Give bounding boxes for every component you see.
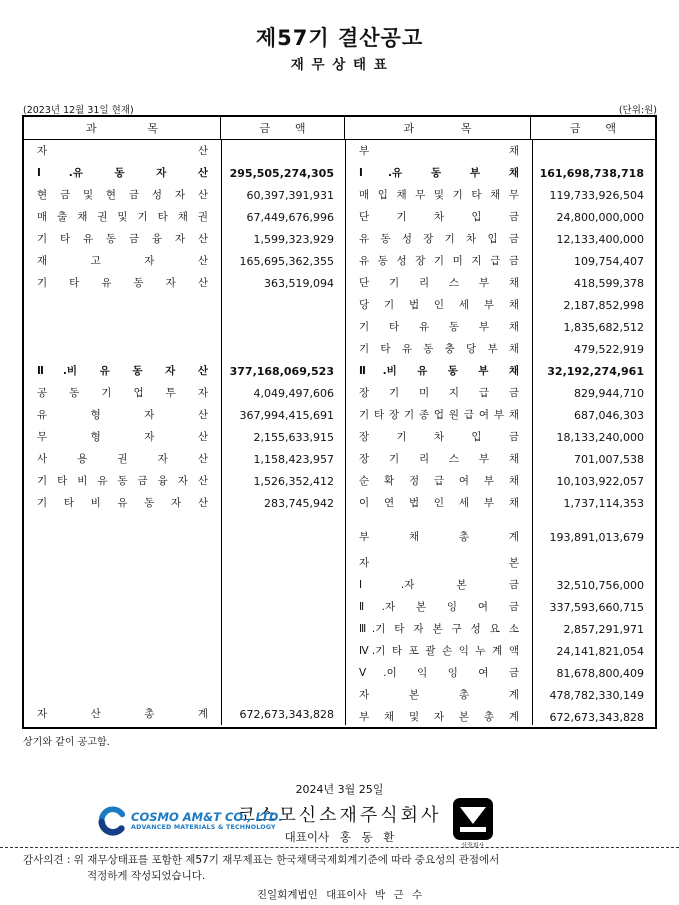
account-label: 유 동 성 장 기 미 지 급 금 <box>359 255 519 267</box>
account-label: 무 형 자 산 <box>37 431 208 443</box>
amount-value: 363,519,094 <box>264 276 334 290</box>
liabilities-equity-pane <box>346 140 655 725</box>
account-label: 장 기 리 스 부 채 <box>359 453 519 465</box>
amount-value: 32,192,274,961 <box>547 364 644 378</box>
table-row <box>346 662 655 684</box>
account-label: 기 타 유 동 금 융 자 산 <box>37 233 208 245</box>
amount-value: 165,695,362,355 <box>239 254 334 268</box>
audit-opinion-line2: 적정하게 작성되었습니다. <box>87 869 206 882</box>
table-row <box>346 228 655 250</box>
audit-opinion <box>23 853 643 884</box>
ceo-line: 대표이사 홍 동 환 <box>284 830 395 844</box>
account-label: 기 타 유 동 자 산 <box>37 277 208 289</box>
account-label: 장 기 차 입 금 <box>359 431 519 443</box>
table-row <box>24 470 345 492</box>
amount-value: 109,754,407 <box>574 254 644 268</box>
amount-value: 18,133,240,000 <box>556 430 644 444</box>
table-row <box>24 250 345 272</box>
table-row <box>24 140 345 162</box>
spacer-row <box>346 514 655 526</box>
table-row <box>346 140 655 162</box>
table-row <box>346 404 655 426</box>
table-row <box>24 404 345 426</box>
table-row <box>346 618 655 640</box>
account-label: 기 타 유 동 부 채 <box>359 321 519 333</box>
amount-value: 701,007,538 <box>574 452 644 466</box>
table-row <box>346 706 655 728</box>
amount-value: 24,800,000,000 <box>556 210 644 224</box>
account-label: 자 산 <box>37 145 208 157</box>
amount-value: 829,944,710 <box>574 386 644 400</box>
account-label: 기 타 비 유 동 자 산 <box>37 497 208 509</box>
separator-line <box>0 847 679 848</box>
announcement-note: 상기와 같이 공고함. <box>23 737 110 748</box>
account-label: 사 용 권 자 산 <box>37 453 208 465</box>
table-row <box>346 470 655 492</box>
account-label: 유 동 성 장 기 차 입 금 <box>359 233 519 245</box>
account-label: 자 산 총 계 <box>37 708 208 720</box>
table-row <box>24 206 345 228</box>
table-row <box>24 426 345 448</box>
amount-value: 119,733,926,504 <box>549 188 644 202</box>
account-label: 기 타 유 동 충 당 부 채 <box>359 343 519 355</box>
account-label: 공 동 기 업 투 자 <box>37 387 208 399</box>
table-row <box>346 272 655 294</box>
amount-value: 295,505,274,305 <box>229 166 334 180</box>
spacer-row <box>24 338 345 360</box>
account-label: 당 기 법 인 세 부 채 <box>359 299 519 311</box>
account-label: Ⅳ.기 타 포 괄 손 익 누 계 액 <box>359 645 519 657</box>
table-row <box>346 684 655 706</box>
header-account-right: 과 목 <box>345 117 531 139</box>
amount-value: 67,449,676,996 <box>246 210 334 224</box>
table-row <box>24 184 345 206</box>
table-row <box>24 360 345 382</box>
cosmo-logo-icon <box>97 806 127 836</box>
account-label: Ⅰ.유 동 자 산 <box>37 167 208 179</box>
table-row <box>346 426 655 448</box>
table-row <box>346 294 655 316</box>
as-of-date-note: (2023년 12월 31일 현재) <box>23 105 134 116</box>
balance-sheet-table <box>22 115 657 729</box>
account-label: 부 채 및 자 본 총 계 <box>359 711 519 723</box>
amount-value: 193,891,013,679 <box>549 530 644 544</box>
table-row <box>346 338 655 360</box>
amount-value: 2,155,633,915 <box>253 430 334 444</box>
account-label: 기 타 비 유 동 금 융 자 산 <box>37 475 208 487</box>
account-label: 장 기 미 지 급 금 <box>359 387 519 399</box>
amount-value: 1,526,352,412 <box>253 474 334 488</box>
spacer-row <box>24 294 345 316</box>
table-body <box>24 140 655 725</box>
table-row <box>24 228 345 250</box>
table-row <box>24 162 345 184</box>
amount-value: 1,737,114,353 <box>563 496 644 510</box>
amount-value: 377,168,069,523 <box>229 364 334 378</box>
account-label: Ⅲ.기 타 자 본 구 성 요 소 <box>359 623 519 635</box>
currency-unit-note: (단위:원) <box>618 105 657 116</box>
flex-spacer <box>24 514 345 703</box>
audit-opinion-line1: 감사의견 : 위 재무상태표를 포함한 제57기 재무제표는 한국채택국제회계기준에 따라 중요성의 관점에서 <box>23 854 500 866</box>
account-label: Ⅱ.비 유 동 부 채 <box>359 365 519 377</box>
announcement-date: 2024년 3월 25일 <box>295 783 384 796</box>
column-divider <box>532 140 533 725</box>
amount-value: 367,994,415,691 <box>239 408 334 422</box>
page-title: 제57기 결산공고 <box>255 26 424 50</box>
account-label: Ⅱ.자 본 잉 여 금 <box>359 601 519 613</box>
amount-value: 24,141,821,054 <box>556 644 644 658</box>
table-row <box>24 448 345 470</box>
amount-value: 32,510,756,000 <box>556 578 644 592</box>
logo-tagline: ADVANCED MATERIALS & TECHNOLOGY <box>131 824 276 831</box>
amount-value: 478,782,330,149 <box>549 688 644 702</box>
seal-icon <box>453 798 493 840</box>
account-label: Ⅰ.유 동 부 채 <box>359 167 519 179</box>
account-label: 자 본 <box>359 557 519 569</box>
amount-value: 479,522,919 <box>574 342 644 356</box>
account-label: 단 기 리 스 부 채 <box>359 277 519 289</box>
auditor-signature: 진일회계법인 대표이사 박 근 수 <box>256 889 423 901</box>
table-row <box>346 360 655 382</box>
amount-value: 2,857,291,971 <box>563 622 644 636</box>
statement-subtitle: 재 무 상 태 표 <box>290 57 389 73</box>
amount-value: 1,835,682,512 <box>563 320 644 334</box>
table-header-row <box>24 117 655 140</box>
table-row <box>24 492 345 514</box>
account-label: 매 출 채 권 및 기 타 채 권 <box>37 211 208 223</box>
amount-value: 161,698,738,718 <box>539 166 644 180</box>
table-row <box>346 526 655 548</box>
header-account-left: 과 목 <box>24 117 221 139</box>
table-row <box>346 206 655 228</box>
table-row <box>346 596 655 618</box>
account-label: 자 본 총 계 <box>359 689 519 701</box>
amount-value: 12,133,400,000 <box>556 232 644 246</box>
amount-value: 1,599,323,929 <box>253 232 334 246</box>
table-row <box>346 640 655 662</box>
table-row <box>24 382 345 404</box>
spacer-row <box>24 316 345 338</box>
table-row <box>346 162 655 184</box>
table-row <box>346 448 655 470</box>
logo-company-name: COSMO AM&T CO., LTD. <box>131 810 283 824</box>
account-label: 부 채 총 계 <box>359 531 519 543</box>
account-label: 순 확 정 급 여 부 채 <box>359 475 519 487</box>
account-label: 부 채 <box>359 145 519 157</box>
amount-value: 4,049,497,606 <box>253 386 334 400</box>
table-row <box>346 250 655 272</box>
amount-value: 60,397,391,931 <box>246 188 334 202</box>
account-label: Ⅱ.비 유 동 자 산 <box>37 365 208 377</box>
amount-value: 2,187,852,998 <box>563 298 644 312</box>
table-row <box>24 272 345 294</box>
seal-caption: 상장회사 <box>461 843 485 849</box>
amount-value: 672,673,343,828 <box>239 707 334 721</box>
amount-value: 337,593,660,715 <box>549 600 644 614</box>
corporate-seal <box>451 798 495 849</box>
amount-value: 10,103,922,057 <box>556 474 644 488</box>
header-amount-right: 금 액 <box>570 122 616 135</box>
amount-value: 81,678,800,409 <box>556 666 644 680</box>
account-label: 단 기 차 입 금 <box>359 211 519 223</box>
header-amount-left: 금 액 <box>221 117 345 139</box>
amount-value: 283,745,942 <box>264 496 334 510</box>
amount-value: 687,046,303 <box>574 408 644 422</box>
account-label: Ⅴ.이 익 잉 여 금 <box>359 667 519 679</box>
account-label: 매 입 채 무 및 기 타 채 무 <box>359 189 519 201</box>
assets-pane <box>24 140 346 725</box>
table-row <box>346 492 655 514</box>
company-name: 코스모신소재주식회사 <box>237 805 442 826</box>
column-divider <box>221 140 222 725</box>
table-row <box>346 574 655 596</box>
amount-value: 1,158,423,957 <box>253 452 334 466</box>
table-row <box>346 316 655 338</box>
account-label: 이 연 법 인 세 부 채 <box>359 497 519 509</box>
account-label: 유 형 자 산 <box>37 409 208 421</box>
table-row <box>346 552 655 574</box>
table-row <box>24 703 345 725</box>
amount-value: 418,599,378 <box>574 276 644 290</box>
table-row <box>346 382 655 404</box>
account-label: 기 타 장 기 종 업 원 급 여 부 채 <box>359 409 519 421</box>
amount-value: 672,673,343,828 <box>549 710 644 724</box>
company-logo <box>97 806 283 836</box>
account-label: 현 금 및 현 금 성 자 산 <box>37 189 208 201</box>
account-label: Ⅰ.자 본 금 <box>359 579 519 591</box>
account-label: 재 고 자 산 <box>37 255 208 267</box>
table-row <box>346 184 655 206</box>
